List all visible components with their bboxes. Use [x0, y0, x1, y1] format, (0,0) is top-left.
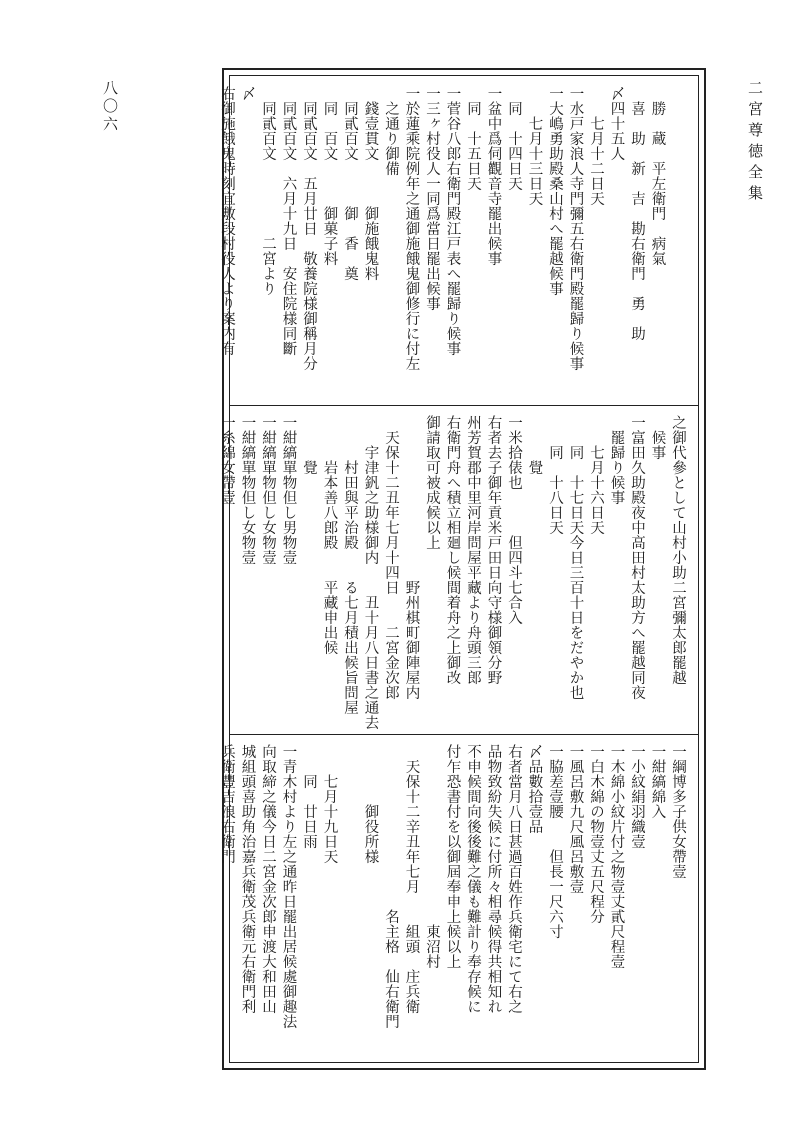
text-line: 右者當月八日甚過百姓作兵衛宅にて右之	[506, 744, 522, 1014]
text-line: 七月十二日天	[588, 86, 604, 206]
text-line: 右者去子御年貢米戸田日向守様御領分野	[485, 415, 502, 685]
text-area	[219, 75, 699, 1063]
text-line: 勝 蔵 平左衛門 病氣	[649, 86, 666, 266]
text-line: 覺	[526, 415, 543, 475]
text-line: 向取締之儀今日二宮金次郎申渡大和田山	[260, 744, 276, 1014]
text-line: 天保十二辛丑年七月 組頭 庄兵衛	[403, 744, 420, 1014]
text-line: 〆四十五人	[608, 86, 625, 161]
text-line: 一大嶋勇助殿桑山村へ罷越候事	[547, 86, 563, 296]
text-line: 一盆中爲伺觀音寺罷出候事	[485, 86, 502, 266]
text-line: 岩本善八郎殿 平藏申出候	[321, 415, 338, 655]
text-line: 兵衛豐吉浪右衛門	[219, 744, 235, 864]
text-line: 一木綿小紋片付之物壹丈貳尺程壹	[608, 744, 625, 969]
text-line: 覺	[301, 415, 317, 475]
text-line: 御請取可被成候以上	[424, 415, 440, 550]
text-line: 右御施餓鬼時刻宜敷段村役人より案内有	[219, 86, 235, 356]
text-line: 一小紋絹羽織壹	[629, 744, 645, 849]
text-line: 一脇差壹腰 但長一尺六寸	[547, 744, 563, 939]
text-line: 右衛門舟へ積立相廻し候間着舟之上御改	[444, 415, 461, 685]
text-line: 同貳百文 二宮より	[260, 86, 276, 296]
text-line: 一菅谷八郎右衛門殿江戸表へ罷歸り候事	[444, 86, 461, 356]
text-line: 同 廿日雨	[301, 744, 317, 849]
text-line: 同貳百文 御 香 奠	[342, 86, 358, 281]
section-divider-upper	[230, 405, 698, 406]
text-line: 天保十二丑年七月十四日 二宮金次郎	[383, 415, 399, 700]
text-line: 野州棋町御陣屋内	[403, 415, 420, 700]
page-number: 八〇六	[101, 80, 119, 134]
text-line: 村田與平治殿 る七月積出候旨問屋	[342, 415, 358, 715]
section-bottom-text	[217, 744, 689, 1029]
text-line: 一紺縞單物但し男物壹	[280, 415, 297, 565]
text-line: 城組頭喜助角治嘉兵衛茂兵衛元右衛門利	[239, 744, 256, 1014]
text-line: 同 十八日天	[547, 415, 563, 535]
section-top-text	[217, 86, 689, 371]
text-line: 不申候間向後後難之儀も難計り奉存候に	[465, 744, 481, 1014]
text-line: 一紺縞單物但し女物壹	[260, 415, 276, 565]
text-line: 御役所様	[362, 744, 379, 864]
text-line: 七月十九日天	[321, 744, 338, 864]
text-line: 一三ヶ村役人一同爲當日罷出候事	[424, 86, 440, 311]
text-line: 候事	[649, 415, 666, 460]
text-line: 東沼村	[424, 744, 440, 969]
text-line: 一青木村より左之通昨日罷出居候處御趣法	[280, 744, 297, 1029]
text-line: 一富田久助殿夜中高田村太助方へ罷越同夜	[629, 415, 645, 700]
text-line: 一紺縞綿入	[649, 744, 666, 819]
page-frame	[219, 68, 706, 1070]
text-line: 一風呂敷九尺風呂敷壹	[567, 744, 584, 894]
text-line: 錢壹貫文 御施餓鬼料	[362, 86, 379, 281]
text-line: 一米拾俵也 但四斗七合入	[506, 415, 522, 625]
text-line: 一於蓮乘院例年之通御施餓鬼御修行に付左	[403, 86, 420, 371]
text-line: 七月十三日天	[526, 86, 543, 206]
text-line: 一白木綿の物壹丈五尺程分	[588, 744, 604, 924]
text-line: 同 十五日天	[465, 86, 481, 191]
section-middle-text	[217, 415, 689, 730]
text-line: 一水戸家浪人寺門彌五右衛門殿罷歸り候事	[567, 86, 584, 371]
text-line: 一綱博多子供女帶壹	[670, 744, 686, 879]
text-line: 之通り御備	[383, 86, 399, 176]
text-line: 同 百文 御菓子料	[321, 86, 338, 266]
text-line: 一紺縞單物但し女物壹	[239, 415, 256, 565]
text-line: 付乍恐書付を以御屆奉申上候以上	[444, 744, 461, 969]
text-line: 同 十七日天今日三百十日をだやか也	[567, 415, 584, 700]
section-divider-lower	[230, 734, 698, 735]
book-title: 二宮尊徳全集	[746, 80, 764, 206]
text-line: 〆品數拾壹品	[526, 744, 543, 834]
text-line: 喜 助 新 吉 勘右衛門 勇 助	[629, 86, 645, 341]
text-line: 宇津釩之助様御内 丑十月八日書之通去	[362, 415, 379, 730]
text-line: 同 十四日天	[506, 86, 522, 191]
text-line: 之御代參として山村小助二宮彌太郎罷越	[670, 415, 686, 685]
text-line: 〆	[239, 86, 256, 101]
text-line: 州芳賀郡中里河岸問屋平藏より舟頭三郎	[465, 415, 481, 685]
text-line: 同貳百文 五月廿日 敬養院様御稱月分	[301, 86, 317, 371]
text-line: 罷歸り候事	[608, 415, 625, 505]
text-line: 名主格 仙右衛門	[383, 744, 399, 1029]
text-line: 一糸綿女帶壹	[219, 415, 235, 505]
text-line: 七月十六日天	[588, 415, 604, 535]
text-line: 品物致紛失候に付所々相尋候得共相知れ	[485, 744, 502, 1014]
text-line: 同貳百文 六月十九日 安住院様同斷	[280, 86, 297, 356]
